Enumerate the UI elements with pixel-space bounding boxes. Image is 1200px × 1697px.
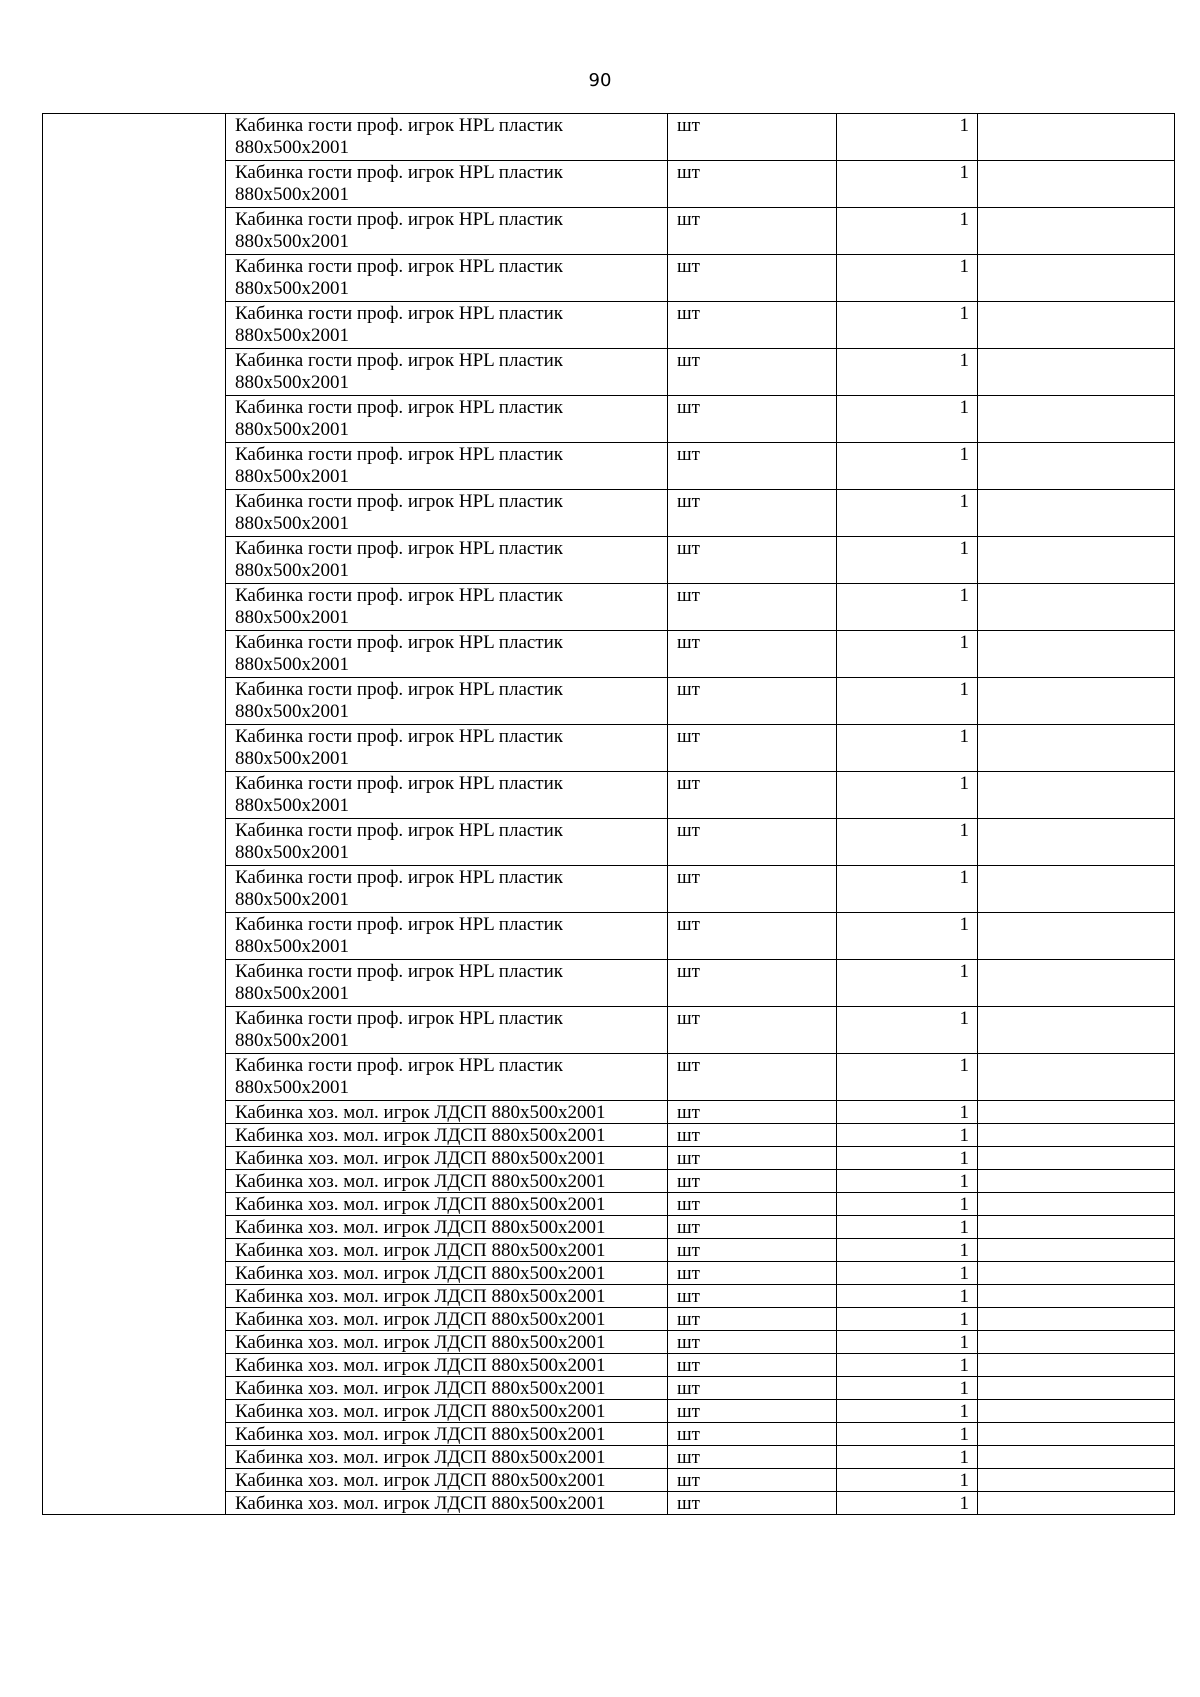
item-name-cell: Кабинка хоз. мол. игрок ЛДСП 880х500х2001 <box>226 1216 668 1239</box>
quantity-cell: 1 <box>837 161 978 208</box>
item-name-cell: Кабинка хоз. мол. игрок ЛДСП 880х500х2001 <box>226 1239 668 1262</box>
item-name-cell: Кабинка гости проф. игрок HPL пластик 880х500х2001 <box>226 631 668 678</box>
item-name-cell: Кабинка хоз. мол. игрок ЛДСП 880х500х2001 <box>226 1377 668 1400</box>
item-name-cell: Кабинка гости проф. игрок HPL пластик 880х500х2001 <box>226 443 668 490</box>
quantity-cell: 1 <box>837 1147 978 1170</box>
unit-cell: шт <box>668 1101 837 1124</box>
quantity-cell: 1 <box>837 1285 978 1308</box>
empty-cell <box>978 913 1175 960</box>
quantity-cell: 1 <box>837 913 978 960</box>
item-name-cell: Кабинка хоз. мол. игрок ЛДСП 880х500х2001 <box>226 1170 668 1193</box>
page-number: 90 <box>588 70 612 91</box>
quantity-cell: 1 <box>837 349 978 396</box>
empty-cell <box>978 1469 1175 1492</box>
quantity-cell: 1 <box>837 631 978 678</box>
item-name-cell: Кабинка гости проф. игрок HPL пластик 880х500х2001 <box>226 725 668 772</box>
item-name-cell: Кабинка хоз. мол. игрок ЛДСП 880х500х2001 <box>226 1147 668 1170</box>
item-name-cell: Кабинка хоз. мол. игрок ЛДСП 880х500х2001 <box>226 1446 668 1469</box>
items-table <box>42 113 1175 1515</box>
empty-cell <box>978 1101 1175 1124</box>
quantity-cell: 1 <box>837 1423 978 1446</box>
quantity-cell: 1 <box>837 1377 978 1400</box>
item-name-cell: Кабинка гости проф. игрок HPL пластик 880х500х2001 <box>226 772 668 819</box>
empty-cell <box>978 866 1175 913</box>
unit-cell: шт <box>668 161 837 208</box>
item-name-cell: Кабинка хоз. мол. игрок ЛДСП 880х500х2001 <box>226 1331 668 1354</box>
quantity-cell: 1 <box>837 1007 978 1054</box>
item-name-cell: Кабинка хоз. мол. игрок ЛДСП 880х500х2001 <box>226 1308 668 1331</box>
item-name-cell: Кабинка хоз. мол. игрок ЛДСП 880х500х2001 <box>226 1400 668 1423</box>
unit-cell: шт <box>668 1170 837 1193</box>
unit-cell: шт <box>668 1262 837 1285</box>
unit-cell: шт <box>668 1492 837 1515</box>
unit-cell: шт <box>668 443 837 490</box>
empty-cell <box>978 1170 1175 1193</box>
unit-cell: шт <box>668 1054 837 1101</box>
quantity-cell: 1 <box>837 1262 978 1285</box>
quantity-cell: 1 <box>837 443 978 490</box>
quantity-cell: 1 <box>837 1400 978 1423</box>
item-name-cell: Кабинка гости проф. игрок HPL пластик 880х500х2001 <box>226 302 668 349</box>
quantity-cell: 1 <box>837 1216 978 1239</box>
empty-cell <box>978 208 1175 255</box>
empty-cell <box>978 1354 1175 1377</box>
unit-cell: шт <box>668 255 837 302</box>
quantity-cell: 1 <box>837 1469 978 1492</box>
item-name-cell: Кабинка гости проф. игрок HPL пластик 880х500х2001 <box>226 1007 668 1054</box>
unit-cell: шт <box>668 772 837 819</box>
empty-cell <box>978 490 1175 537</box>
quantity-cell: 1 <box>837 255 978 302</box>
quantity-cell: 1 <box>837 1124 978 1147</box>
quantity-cell: 1 <box>837 960 978 1007</box>
empty-cell <box>978 1377 1175 1400</box>
item-name-cell: Кабинка гости проф. игрок HPL пластик 880х500х2001 <box>226 490 668 537</box>
item-name-cell: Кабинка гости проф. игрок HPL пластик 880х500х2001 <box>226 114 668 161</box>
empty-cell <box>978 1262 1175 1285</box>
item-name-cell: Кабинка хоз. мол. игрок ЛДСП 880х500х2001 <box>226 1492 668 1515</box>
unit-cell: шт <box>668 913 837 960</box>
empty-cell <box>978 1054 1175 1101</box>
item-name-cell: Кабинка гости проф. игрок HPL пластик 880х500х2001 <box>226 208 668 255</box>
unit-cell: шт <box>668 1400 837 1423</box>
unit-cell: шт <box>668 1193 837 1216</box>
unit-cell: шт <box>668 490 837 537</box>
quantity-cell: 1 <box>837 772 978 819</box>
quantity-cell: 1 <box>837 1308 978 1331</box>
unit-cell: шт <box>668 960 837 1007</box>
unit-cell: шт <box>668 1423 837 1446</box>
empty-cell <box>978 584 1175 631</box>
empty-cell <box>978 1147 1175 1170</box>
empty-cell <box>978 255 1175 302</box>
unit-cell: шт <box>668 1354 837 1377</box>
unit-cell: шт <box>668 1147 837 1170</box>
empty-cell <box>978 678 1175 725</box>
quantity-cell: 1 <box>837 1054 978 1101</box>
empty-cell <box>978 819 1175 866</box>
unit-cell: шт <box>668 208 837 255</box>
unit-cell: шт <box>668 819 837 866</box>
section-cell <box>43 114 226 1515</box>
empty-cell <box>978 1423 1175 1446</box>
empty-cell <box>978 443 1175 490</box>
unit-cell: шт <box>668 584 837 631</box>
empty-cell <box>978 1193 1175 1216</box>
unit-cell: шт <box>668 725 837 772</box>
table-row <box>43 114 1175 161</box>
unit-cell: шт <box>668 1308 837 1331</box>
unit-cell: шт <box>668 302 837 349</box>
empty-cell <box>978 537 1175 584</box>
item-name-cell: Кабинка гости проф. игрок HPL пластик 880х500х2001 <box>226 349 668 396</box>
item-name-cell: Кабинка гости проф. игрок HPL пластик 880х500х2001 <box>226 819 668 866</box>
quantity-cell: 1 <box>837 1492 978 1515</box>
item-name-cell: Кабинка хоз. мол. игрок ЛДСП 880х500х2001 <box>226 1101 668 1124</box>
quantity-cell: 1 <box>837 1101 978 1124</box>
empty-cell <box>978 114 1175 161</box>
unit-cell: шт <box>668 1216 837 1239</box>
item-name-cell: Кабинка гости проф. игрок HPL пластик 880х500х2001 <box>226 255 668 302</box>
item-name-cell: Кабинка хоз. мол. игрок ЛДСП 880х500х2001 <box>226 1354 668 1377</box>
empty-cell <box>978 349 1175 396</box>
empty-cell <box>978 1492 1175 1515</box>
item-name-cell: Кабинка гости проф. игрок HPL пластик 880х500х2001 <box>226 960 668 1007</box>
unit-cell: шт <box>668 1285 837 1308</box>
quantity-cell: 1 <box>837 678 978 725</box>
item-name-cell: Кабинка гости проф. игрок HPL пластик 880х500х2001 <box>226 584 668 631</box>
empty-cell <box>978 1446 1175 1469</box>
empty-cell <box>978 1216 1175 1239</box>
item-name-cell: Кабинка хоз. мол. игрок ЛДСП 880х500х2001 <box>226 1262 668 1285</box>
unit-cell: шт <box>668 1239 837 1262</box>
empty-cell <box>978 302 1175 349</box>
item-name-cell: Кабинка гости проф. игрок HPL пластик 880х500х2001 <box>226 537 668 584</box>
empty-cell <box>978 1124 1175 1147</box>
quantity-cell: 1 <box>837 725 978 772</box>
item-name-cell: Кабинка гости проф. игрок HPL пластик 880х500х2001 <box>226 866 668 913</box>
empty-cell <box>978 396 1175 443</box>
empty-cell <box>978 1331 1175 1354</box>
empty-cell <box>978 960 1175 1007</box>
quantity-cell: 1 <box>837 1331 978 1354</box>
unit-cell: шт <box>668 1377 837 1400</box>
item-name-cell: Кабинка хоз. мол. игрок ЛДСП 880х500х2001 <box>226 1469 668 1492</box>
unit-cell: шт <box>668 866 837 913</box>
empty-cell <box>978 161 1175 208</box>
unit-cell: шт <box>668 1469 837 1492</box>
item-name-cell: Кабинка хоз. мол. игрок ЛДСП 880х500х2001 <box>226 1193 668 1216</box>
item-name-cell: Кабинка гости проф. игрок HPL пластик 880х500х2001 <box>226 161 668 208</box>
quantity-cell: 1 <box>837 584 978 631</box>
item-name-cell: Кабинка хоз. мол. игрок ЛДСП 880х500х2001 <box>226 1423 668 1446</box>
empty-cell <box>978 1007 1175 1054</box>
items-table-body <box>43 114 1175 1515</box>
item-name-cell: Кабинка гости проф. игрок HPL пластик 880х500х2001 <box>226 678 668 725</box>
quantity-cell: 1 <box>837 1170 978 1193</box>
unit-cell: шт <box>668 114 837 161</box>
item-name-cell: Кабинка хоз. мол. игрок ЛДСП 880х500х2001 <box>226 1124 668 1147</box>
empty-cell <box>978 1400 1175 1423</box>
quantity-cell: 1 <box>837 866 978 913</box>
quantity-cell: 1 <box>837 1239 978 1262</box>
empty-cell <box>978 1239 1175 1262</box>
unit-cell: шт <box>668 1331 837 1354</box>
empty-cell <box>978 772 1175 819</box>
quantity-cell: 1 <box>837 208 978 255</box>
unit-cell: шт <box>668 537 837 584</box>
quantity-cell: 1 <box>837 819 978 866</box>
quantity-cell: 1 <box>837 537 978 584</box>
quantity-cell: 1 <box>837 302 978 349</box>
unit-cell: шт <box>668 678 837 725</box>
item-name-cell: Кабинка гости проф. игрок HPL пластик 880х500х2001 <box>226 1054 668 1101</box>
item-name-cell: Кабинка гости проф. игрок HPL пластик 880х500х2001 <box>226 913 668 960</box>
item-name-cell: Кабинка хоз. мол. игрок ЛДСП 880х500х2001 <box>226 1285 668 1308</box>
quantity-cell: 1 <box>837 490 978 537</box>
unit-cell: шт <box>668 1446 837 1469</box>
unit-cell: шт <box>668 349 837 396</box>
item-name-cell: Кабинка гости проф. игрок HPL пластик 880х500х2001 <box>226 396 668 443</box>
quantity-cell: 1 <box>837 1446 978 1469</box>
quantity-cell: 1 <box>837 396 978 443</box>
unit-cell: шт <box>668 396 837 443</box>
empty-cell <box>978 631 1175 678</box>
quantity-cell: 1 <box>837 1354 978 1377</box>
unit-cell: шт <box>668 1124 837 1147</box>
empty-cell <box>978 725 1175 772</box>
empty-cell <box>978 1285 1175 1308</box>
unit-cell: шт <box>668 631 837 678</box>
quantity-cell: 1 <box>837 1193 978 1216</box>
unit-cell: шт <box>668 1007 837 1054</box>
empty-cell <box>978 1308 1175 1331</box>
quantity-cell: 1 <box>837 114 978 161</box>
